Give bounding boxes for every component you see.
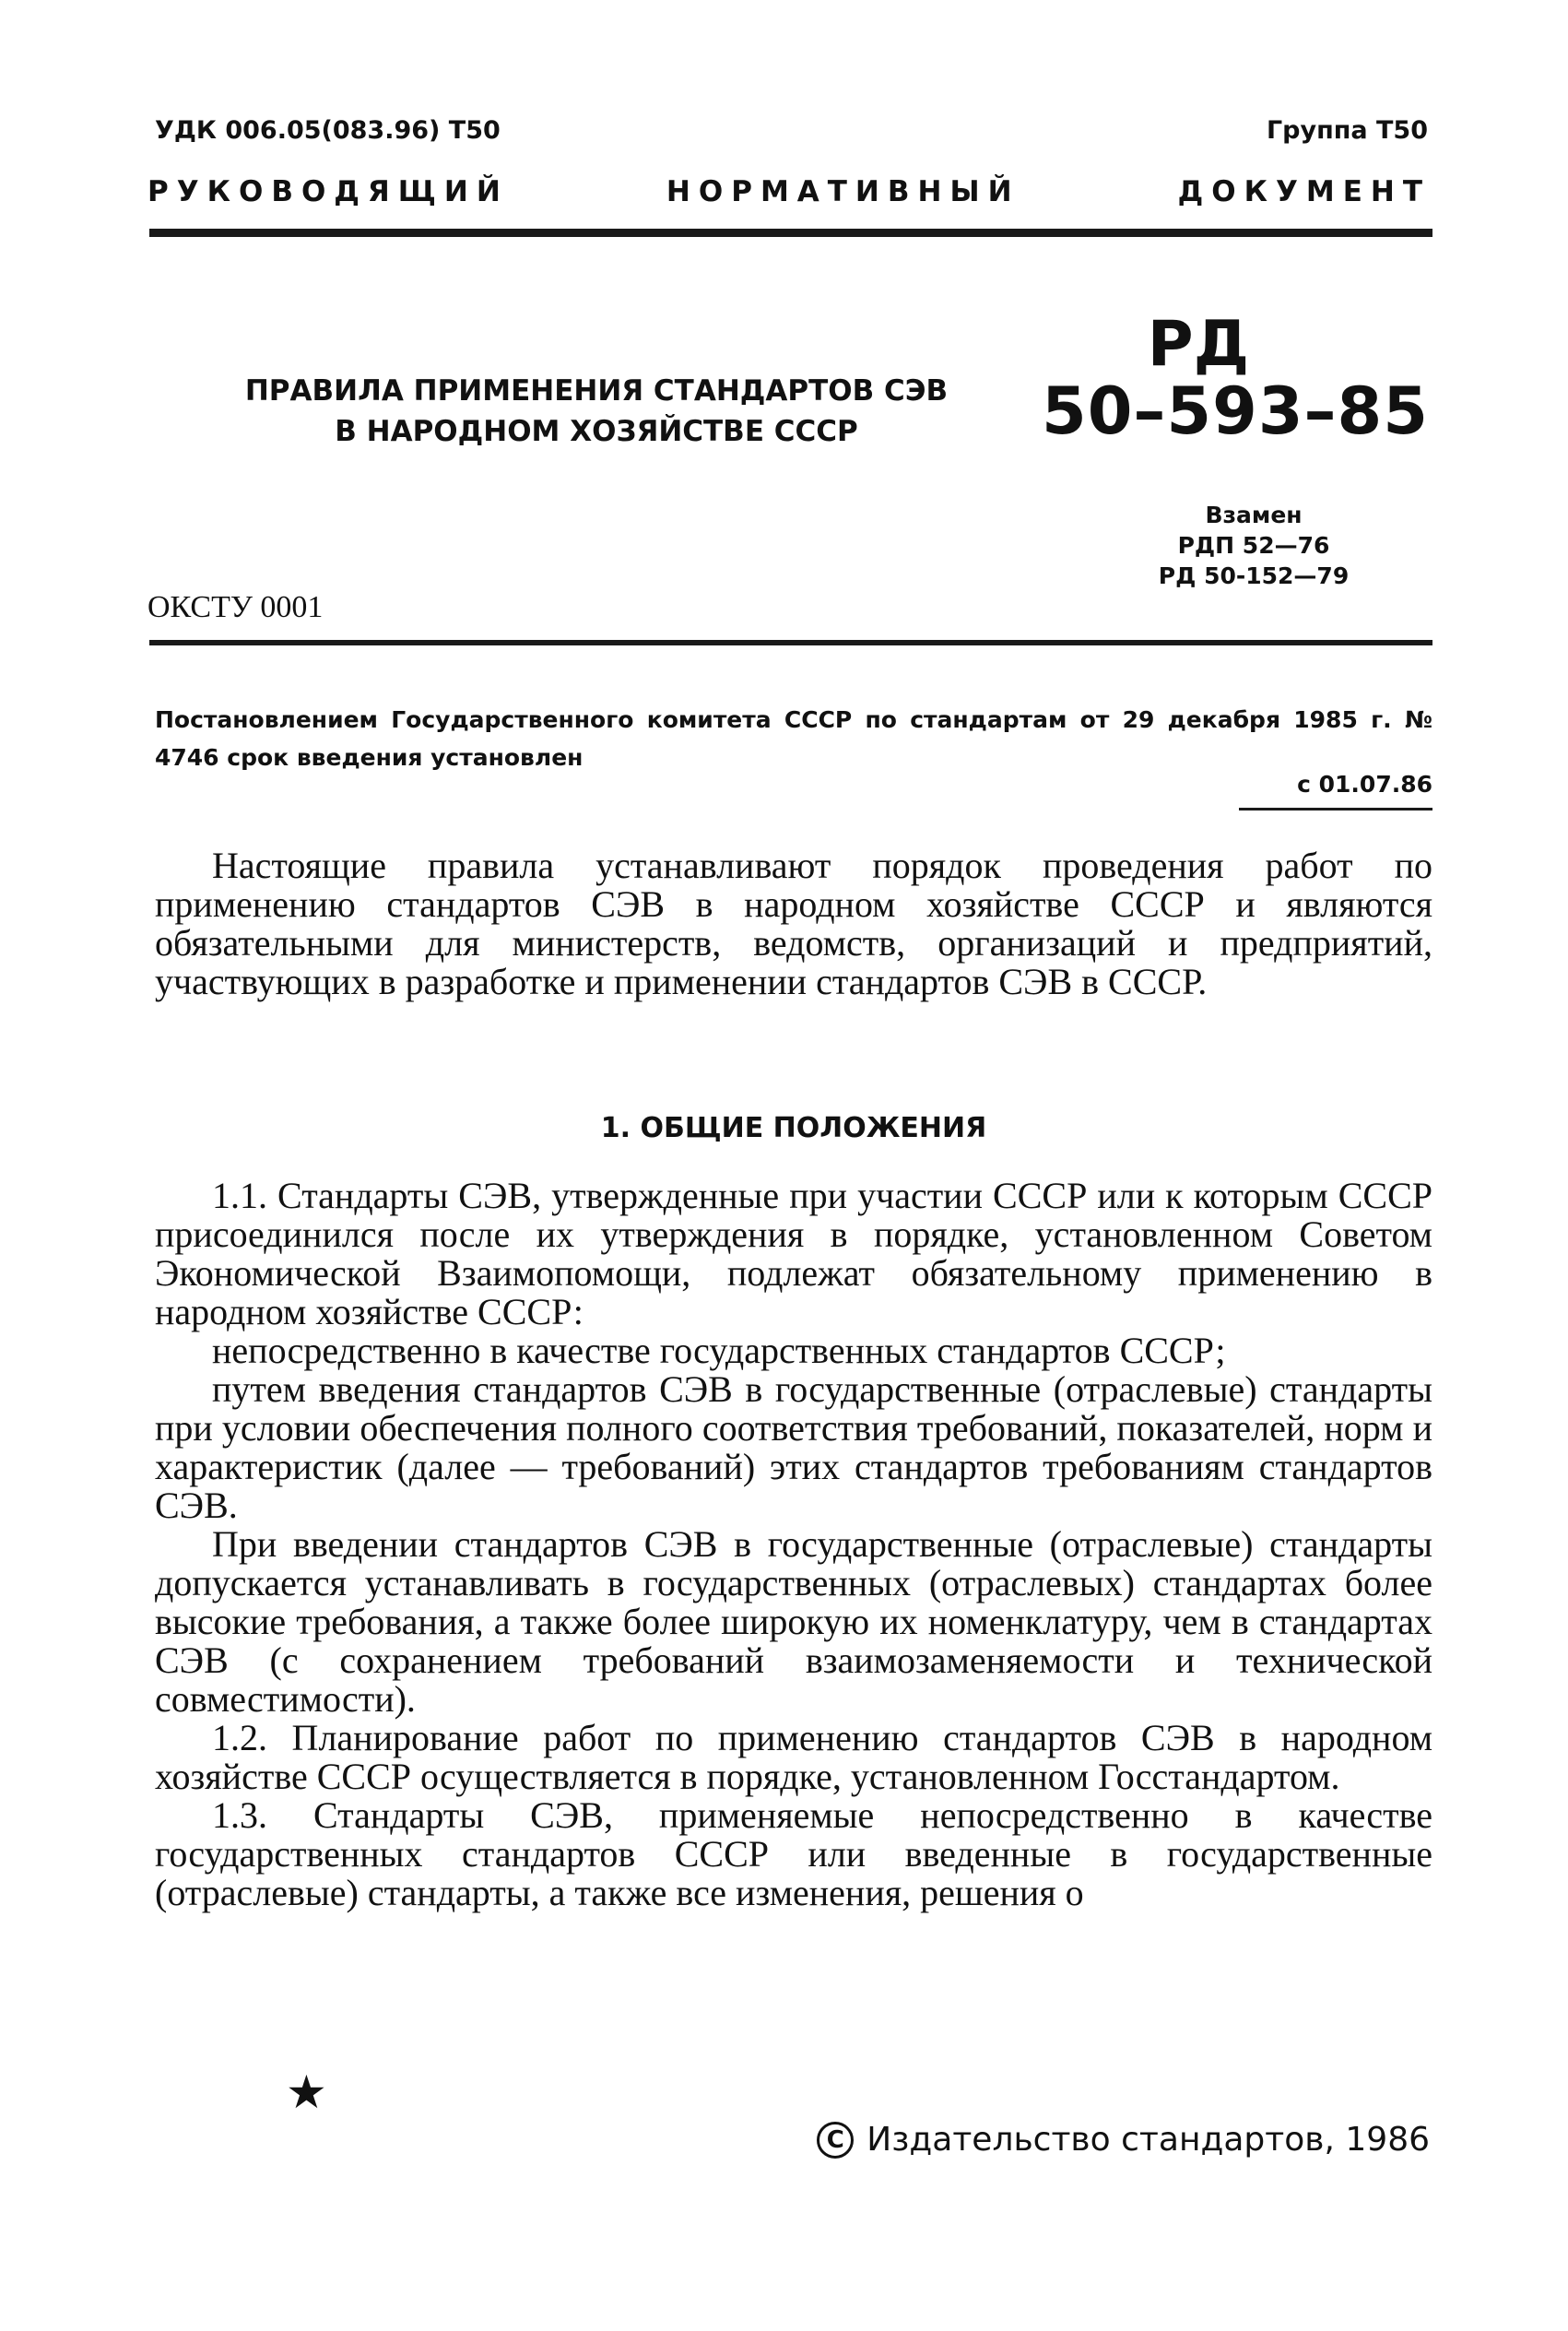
- effective-date-underline: [1239, 808, 1432, 811]
- middle-divider: [149, 640, 1432, 645]
- publisher-text: Издательство стандартов, 1986: [867, 2121, 1430, 2159]
- document-type-banner: [147, 175, 1431, 208]
- group-code: Группа Т50: [1266, 116, 1428, 145]
- replaced-item: РД 50-152—79: [1158, 562, 1350, 589]
- resolution-text: Постановлением Государственного комитета СССР по стандартам от 29 декабря 1985 г. № 4746 срок введения установлен: [155, 706, 1432, 771]
- title-line: В НАРОДНОМ ХОЗЯЙСТВЕ СССР: [335, 415, 858, 448]
- paragraph: 1.3. Стандарты СЭВ, применяемые непосредственно в качестве государственных стандартов СССР или введенные в государственные (отраслевые) стандарты, а также все изменения, решения о: [155, 1794, 1432, 1913]
- intro-paragraph: Настоящие правила устанавливают порядок проведения работ по применению стандартов СЭВ в народном хозяйстве СССР и являются обязательными для министерств, ведомств, организаций и предприятий, участвующих в разработке и применении стандартов СЭВ в СССР.: [155, 845, 1432, 1002]
- replaced-item: РДП 52—76: [1177, 532, 1330, 559]
- paragraph: 1.2. Планирование работ по применению стандартов СЭВ в народном хозяйстве СССР осуществляется в порядке, установленном Госстандартом.: [155, 1717, 1432, 1797]
- section-heading: 1. ОБЩИЕ ПОЛОЖЕНИЯ: [600, 1112, 987, 1144]
- document-title: [214, 371, 979, 452]
- section-body: [155, 1177, 1432, 1912]
- top-divider: [149, 229, 1432, 237]
- paragraph: При введении стандартов СЭВ в государственные (отраслевые) стандарты допускается устанавливать в государственных (отраслевых) стандартах более высокие требования, а также более широкую их номенклатуру, чем в стандартах СЭВ (с сохранением требований взаимозаменяемости и технической совместимости).: [155, 1523, 1432, 1720]
- paragraph: непосредственно в качестве государственных стандартов СССР;: [212, 1330, 1226, 1371]
- designation-label: РД: [1147, 308, 1250, 381]
- effective-date: с 01.07.86: [1297, 771, 1432, 798]
- star-icon: ★: [286, 2065, 327, 2119]
- copyright-icon: C: [817, 2122, 854, 2159]
- doc-type-word: РУКОВОДЯЩИЙ: [147, 175, 509, 208]
- intro-section: [155, 846, 1432, 1001]
- doc-type-word: НОРМАТИВНЫЙ: [666, 175, 1020, 208]
- replaced-documents: [1143, 500, 1364, 591]
- udk-code: УДК 006.05(083.96) Т50: [155, 116, 501, 145]
- replaced-label: Взамен: [1205, 502, 1303, 528]
- publisher-footer: [817, 2121, 1430, 2159]
- oksty-code: ОКСТУ 0001: [147, 590, 324, 624]
- paragraph: путем введения стандартов СЭВ в государственные (отраслевые) стандарты при условии обеспечения полного соответствия требований, показателей, норм и характеристик (далее — требований) этих стандартов требованиям стандартов СЭВ.: [155, 1368, 1432, 1526]
- designation-number: 50–593–85: [1042, 373, 1429, 449]
- paragraph: 1.1. Стандарты СЭВ, утвержденные при участии СССР или к которым СССР присоединился после их утверждения в порядке, установленном Советом Экономической Взаимопомощи, подлежат обязательному применению в народном хозяйстве СССР:: [155, 1175, 1432, 1332]
- title-line: ПРАВИЛА ПРИМЕНЕНИЯ СТАНДАРТОВ СЭВ: [244, 374, 949, 408]
- doc-type-word: ДОКУМЕНТ: [1177, 175, 1431, 208]
